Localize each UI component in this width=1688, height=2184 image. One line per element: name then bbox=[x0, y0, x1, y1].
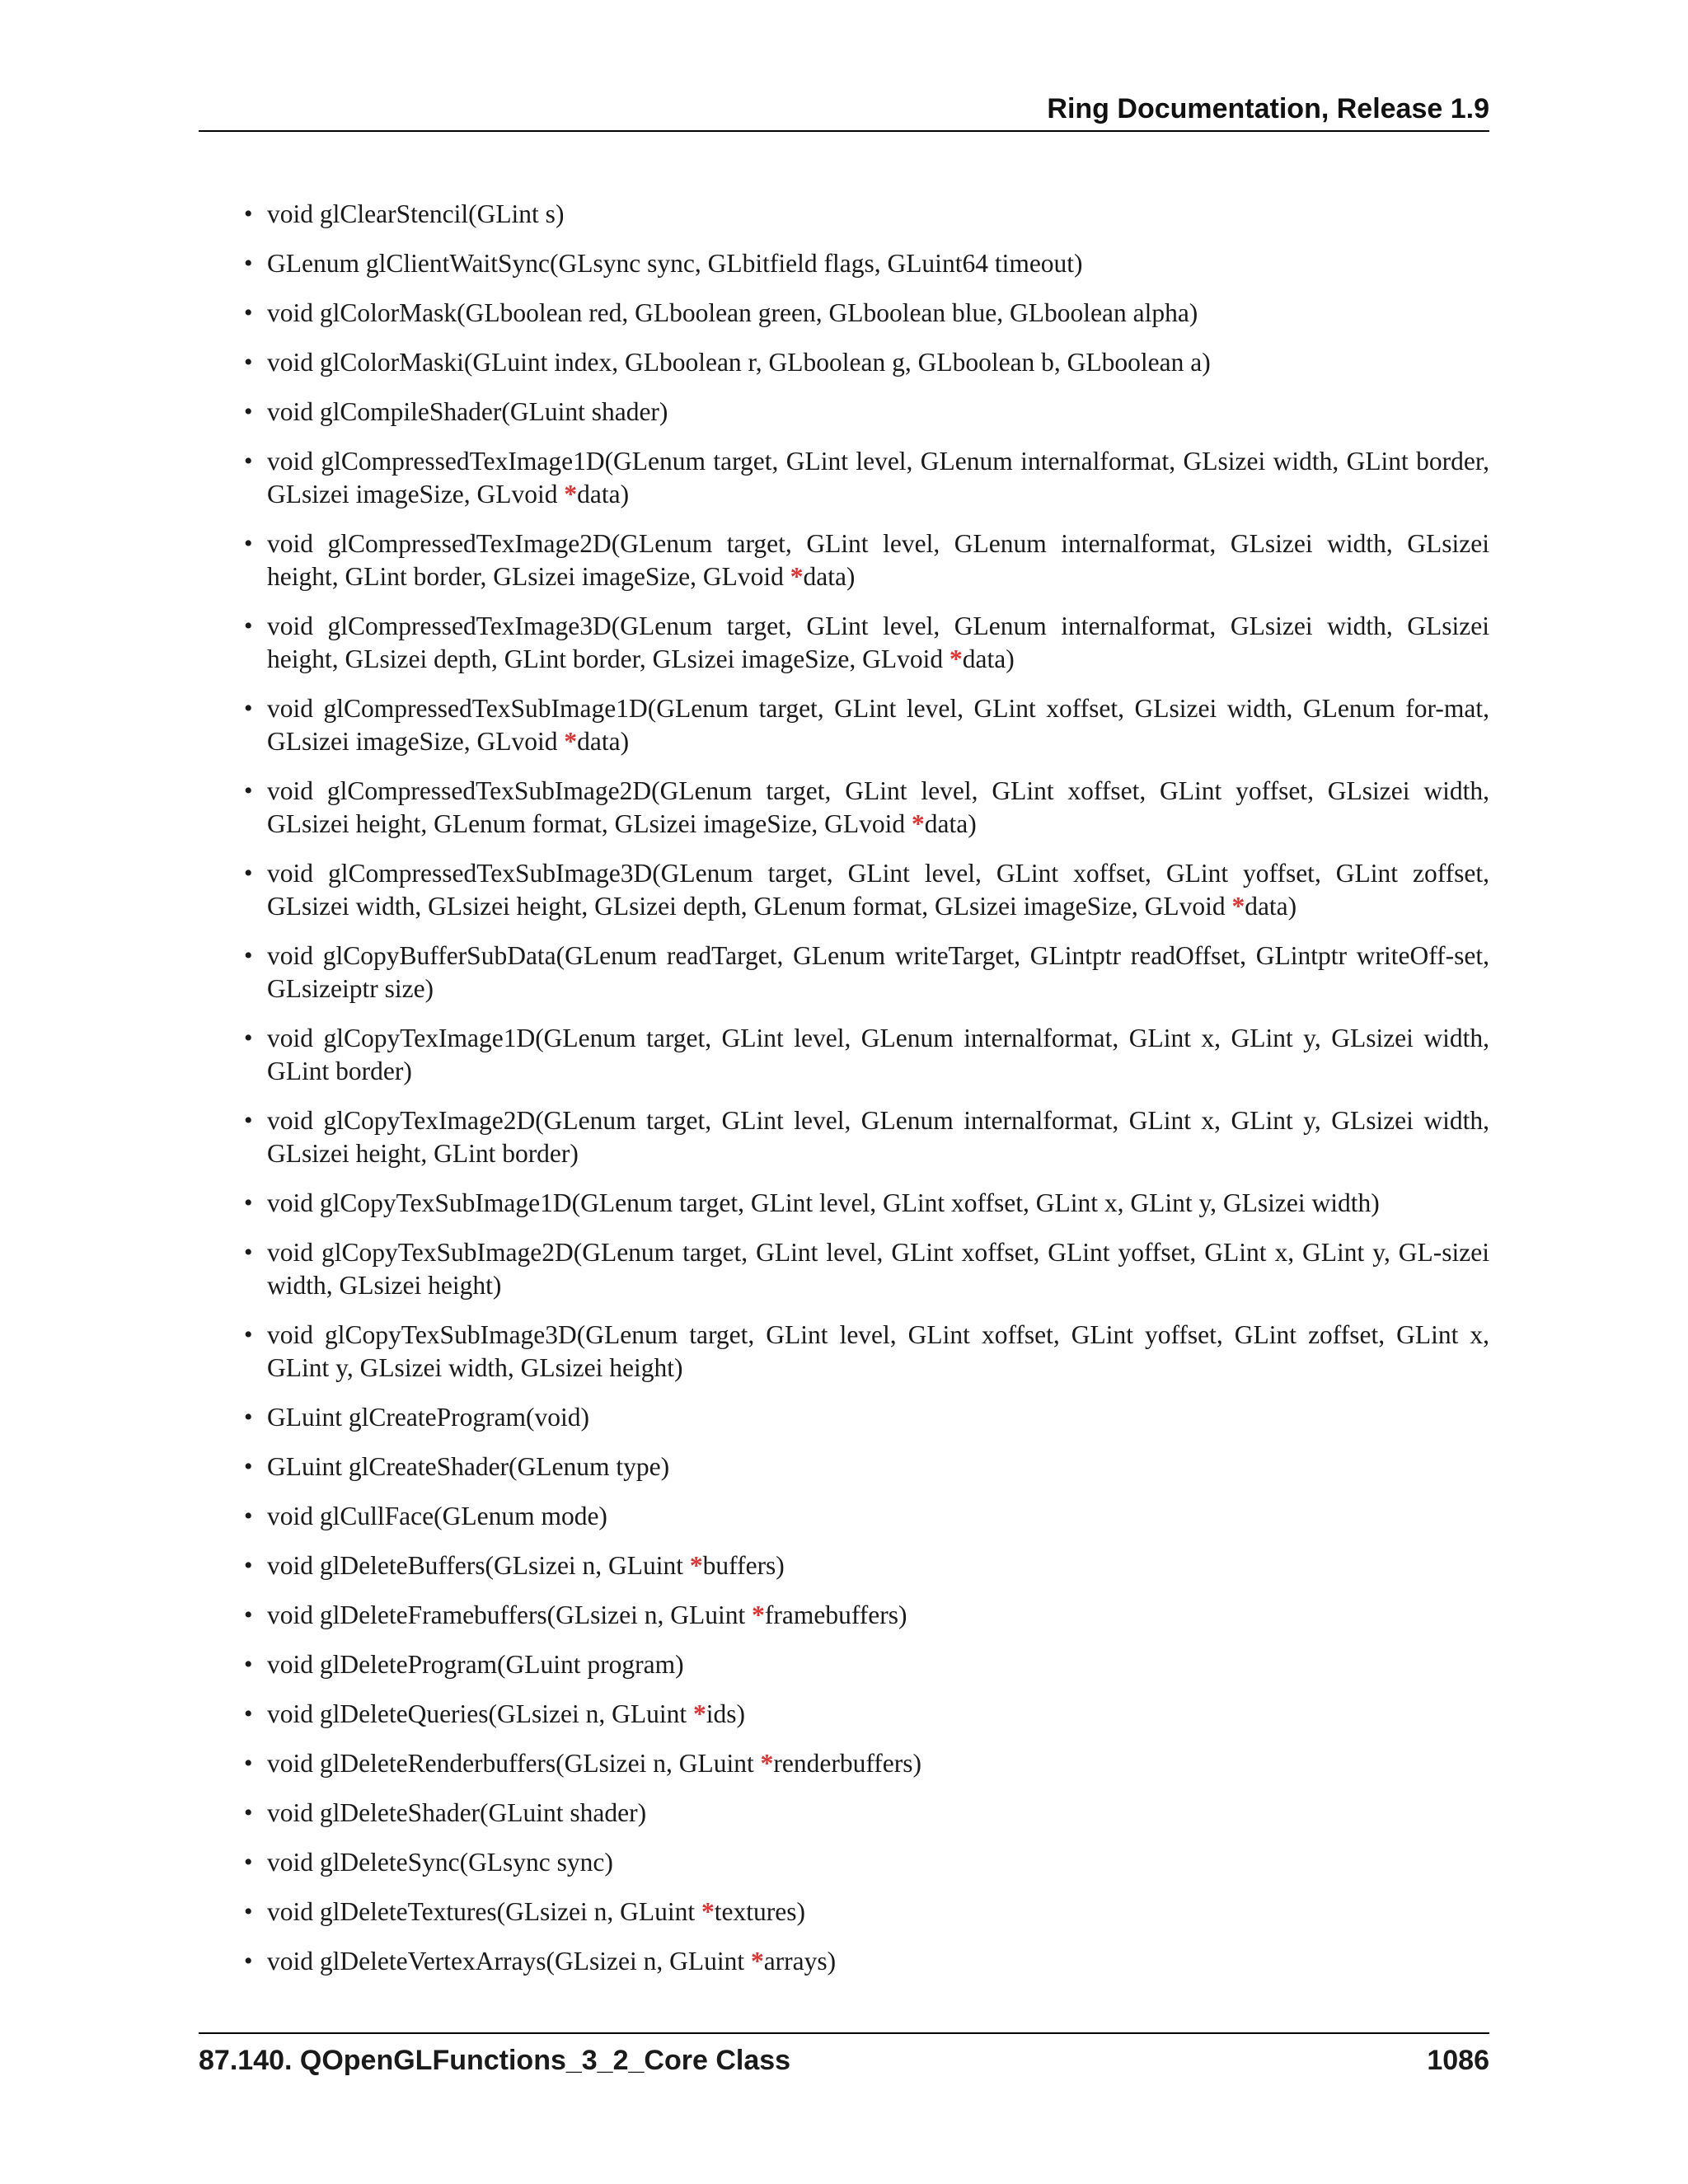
function-signature: void glCopyTexSubImage3D(GLenum target, GLint level, GLint xoffset, GLint yoffset, GLint zoffset, GLint x, GLint y, GLsizei width, GLsizei height) bbox=[267, 1320, 1489, 1382]
list-item bbox=[244, 857, 1489, 923]
list-item bbox=[244, 1648, 1489, 1681]
list-item bbox=[244, 247, 1489, 280]
bullet-icon: • bbox=[244, 942, 253, 969]
function-signature-tail: buffers) bbox=[702, 1551, 785, 1580]
function-signature: void glDeleteFramebuffers(GLsizei n, GLuint bbox=[267, 1601, 753, 1629]
function-signature: void glClearStencil(GLint s) bbox=[267, 199, 565, 228]
bullet-icon: • bbox=[244, 1799, 253, 1826]
list-item bbox=[244, 1797, 1489, 1830]
bullet-icon: • bbox=[244, 530, 253, 557]
function-signature-tail: data) bbox=[577, 727, 630, 756]
document-title: Ring Documentation, Release 1.9 bbox=[1047, 93, 1489, 124]
pointer-star: * bbox=[564, 727, 578, 756]
bullet-icon: • bbox=[244, 1189, 253, 1216]
function-signature: void glCopyTexSubImage1D(GLenum target, GLint level, GLint xoffset, GLint x, GLint y, GLsizei width) bbox=[267, 1188, 1380, 1217]
bullet-icon: • bbox=[244, 1239, 253, 1266]
page-number: 1086 bbox=[1427, 2045, 1489, 2076]
function-list bbox=[0, 198, 1688, 1994]
bullet-icon: • bbox=[244, 299, 253, 326]
pointer-star: * bbox=[752, 1601, 765, 1629]
list-item bbox=[244, 1500, 1489, 1533]
function-signature-tail: renderbuffers) bbox=[773, 1749, 921, 1778]
function-signature-tail: arrays) bbox=[763, 1947, 837, 1975]
bullet-icon: • bbox=[244, 1552, 253, 1579]
list-item bbox=[244, 692, 1489, 758]
bullet-icon: • bbox=[244, 695, 253, 722]
function-signature-tail: data) bbox=[1245, 892, 1297, 921]
function-signature: void glCopyBufferSubData(GLenum readTarget, GLenum writeTarget, GLintptr readOffset, GLintptr writeOff-set, GLsizeiptr size) bbox=[267, 941, 1489, 1003]
function-signature: void glDeleteSync(GLsync sync) bbox=[267, 1848, 613, 1877]
bullet-icon: • bbox=[244, 1601, 253, 1629]
function-signature: GLuint glCreateProgram(void) bbox=[267, 1403, 590, 1432]
list-item bbox=[244, 1945, 1489, 1978]
bullet-icon: • bbox=[244, 777, 253, 804]
function-signature-tail: textures) bbox=[714, 1897, 805, 1926]
bullet-icon: • bbox=[244, 1947, 253, 1975]
pointer-star: * bbox=[701, 1897, 715, 1926]
list-item bbox=[244, 198, 1489, 231]
bullet-icon: • bbox=[244, 1502, 253, 1530]
list-item bbox=[244, 1401, 1489, 1434]
bullet-icon: • bbox=[244, 200, 253, 227]
function-signature: void glCompileShader(GLuint shader) bbox=[267, 397, 668, 426]
function-signature: void glDeleteRenderbuffers(GLsizei n, GLuint bbox=[267, 1749, 761, 1778]
bullet-icon: • bbox=[244, 250, 253, 277]
list-item bbox=[244, 396, 1489, 429]
bullet-icon: • bbox=[244, 860, 253, 887]
pointer-star: * bbox=[564, 480, 578, 509]
function-signature: void glCompressedTexSubImage3D(GLenum target, GLint level, GLint xoffset, GLint yoffset, GLint zoffset, GLsizei width, GLsizei height, GLsizei depth, GLenum format, GLsizei imageSize, GLvoid bbox=[267, 859, 1489, 921]
list-item bbox=[244, 1022, 1489, 1088]
list-item bbox=[244, 1747, 1489, 1780]
list-item bbox=[244, 1236, 1489, 1302]
pointer-star: * bbox=[790, 562, 804, 591]
function-signature: void glColorMask(GLboolean red, GLboolean green, GLboolean blue, GLboolean alpha) bbox=[267, 298, 1198, 327]
function-signature-tail: ids) bbox=[706, 1699, 745, 1728]
function-signature-tail: data) bbox=[962, 644, 1015, 673]
function-signature-tail: data) bbox=[924, 809, 977, 838]
function-signature-tail: data) bbox=[803, 562, 856, 591]
bullet-icon: • bbox=[244, 612, 253, 640]
bullet-icon: • bbox=[244, 1453, 253, 1480]
list-item bbox=[244, 1896, 1489, 1929]
pointer-star: * bbox=[950, 644, 963, 673]
function-signature: void glDeleteTextures(GLsizei n, GLuint bbox=[267, 1897, 702, 1926]
function-signature: void glDeleteQueries(GLsizei n, GLuint bbox=[267, 1699, 693, 1728]
bullet-icon: • bbox=[244, 1024, 253, 1052]
page-header bbox=[199, 92, 1489, 132]
pointer-star: * bbox=[760, 1749, 774, 1778]
function-signature: void glDeleteBuffers(GLsizei n, GLuint bbox=[267, 1551, 690, 1580]
bullet-icon: • bbox=[244, 1849, 253, 1876]
function-signature: void glCopyTexImage2D(GLenum target, GLint level, GLenum internalformat, GLint x, GLint y, GLsizei width, GLsizei height, GLint border) bbox=[267, 1106, 1489, 1168]
list-item bbox=[244, 1319, 1489, 1385]
bullet-icon: • bbox=[244, 1750, 253, 1777]
function-signature: void glCompressedTexSubImage2D(GLenum target, GLint level, GLint xoffset, GLint yoffset, GLsizei width, GLsizei height, GLenum format, GLsizei imageSize, GLvoid bbox=[267, 776, 1489, 838]
list-item bbox=[244, 297, 1489, 330]
pointer-star: * bbox=[689, 1551, 703, 1580]
bullet-icon: • bbox=[244, 1651, 253, 1678]
function-signature: void glCompressedTexSubImage1D(GLenum target, GLint level, GLint xoffset, GLsizei width, GLenum for-mat, GLsizei imageSize, GLvoid bbox=[267, 694, 1489, 756]
list-item bbox=[244, 527, 1489, 593]
bullet-icon: • bbox=[244, 1321, 253, 1348]
list-item bbox=[244, 445, 1489, 511]
list-item bbox=[244, 940, 1489, 1005]
function-signature-tail: framebuffers) bbox=[764, 1601, 907, 1629]
function-signature: void glDeleteProgram(GLuint program) bbox=[267, 1650, 684, 1679]
function-signature: void glColorMaski(GLuint index, GLboolean r, GLboolean g, GLboolean b, GLboolean a) bbox=[267, 348, 1211, 377]
function-signature: void glCullFace(GLenum mode) bbox=[267, 1502, 607, 1530]
pointer-star: * bbox=[912, 809, 925, 838]
function-signature: void glCompressedTexImage1D(GLenum target, GLint level, GLenum internalformat, GLsizei width, GLint border, GLsizei imageSize, GLvoid bbox=[267, 447, 1489, 509]
function-signature: GLuint glCreateShader(GLenum type) bbox=[267, 1452, 670, 1481]
list-item bbox=[244, 1599, 1489, 1632]
pointer-star: * bbox=[750, 1947, 764, 1975]
bullet-icon: • bbox=[244, 349, 253, 376]
list-item bbox=[244, 775, 1489, 841]
pointer-star: * bbox=[692, 1699, 706, 1728]
function-signature: void glCopyTexSubImage2D(GLenum target, GLint level, GLint xoffset, GLint yoffset, GLint x, GLint y, GL-sizei width, GLsizei height) bbox=[267, 1238, 1489, 1300]
list-item bbox=[244, 346, 1489, 379]
list-item bbox=[244, 1187, 1489, 1220]
list-item bbox=[244, 1104, 1489, 1170]
function-signature: void glCompressedTexImage3D(GLenum target, GLint level, GLenum internalformat, GLsizei width, GLsizei height, GLsizei depth, GLint border, GLsizei imageSize, GLvoid bbox=[267, 612, 1489, 673]
bullet-icon: • bbox=[244, 1107, 253, 1134]
function-signature: void glCompressedTexImage2D(GLenum target, GLint level, GLenum internalformat, GLsizei width, GLsizei height, GLint border, GLsizei imageSize, GLvoid bbox=[267, 529, 1489, 591]
bullet-icon: • bbox=[244, 1700, 253, 1727]
list-item bbox=[244, 1698, 1489, 1731]
pointer-star: * bbox=[1231, 892, 1245, 921]
function-signature: void glCopyTexImage1D(GLenum target, GLint level, GLenum internalformat, GLint x, GLint y, GLsizei width, GLint border) bbox=[267, 1024, 1489, 1085]
section-title: 87.140. QOpenGLFunctions_3_2_Core Class bbox=[199, 2045, 791, 2076]
function-signature-tail: data) bbox=[577, 480, 630, 509]
bullet-icon: • bbox=[244, 398, 253, 425]
function-signature: GLenum glClientWaitSync(GLsync sync, GLbitfield flags, GLuint64 timeout) bbox=[267, 249, 1083, 278]
list-item bbox=[244, 1549, 1489, 1582]
list-item bbox=[244, 1451, 1489, 1483]
bullet-icon: • bbox=[244, 1404, 253, 1431]
function-signature: void glDeleteVertexArrays(GLsizei n, GLuint bbox=[267, 1947, 751, 1975]
page-footer bbox=[199, 2032, 1489, 2083]
list-item bbox=[244, 1846, 1489, 1879]
bullet-icon: • bbox=[244, 1898, 253, 1925]
function-signature: void glDeleteShader(GLuint shader) bbox=[267, 1798, 647, 1827]
bullet-icon: • bbox=[244, 448, 253, 475]
list-item bbox=[244, 610, 1489, 676]
